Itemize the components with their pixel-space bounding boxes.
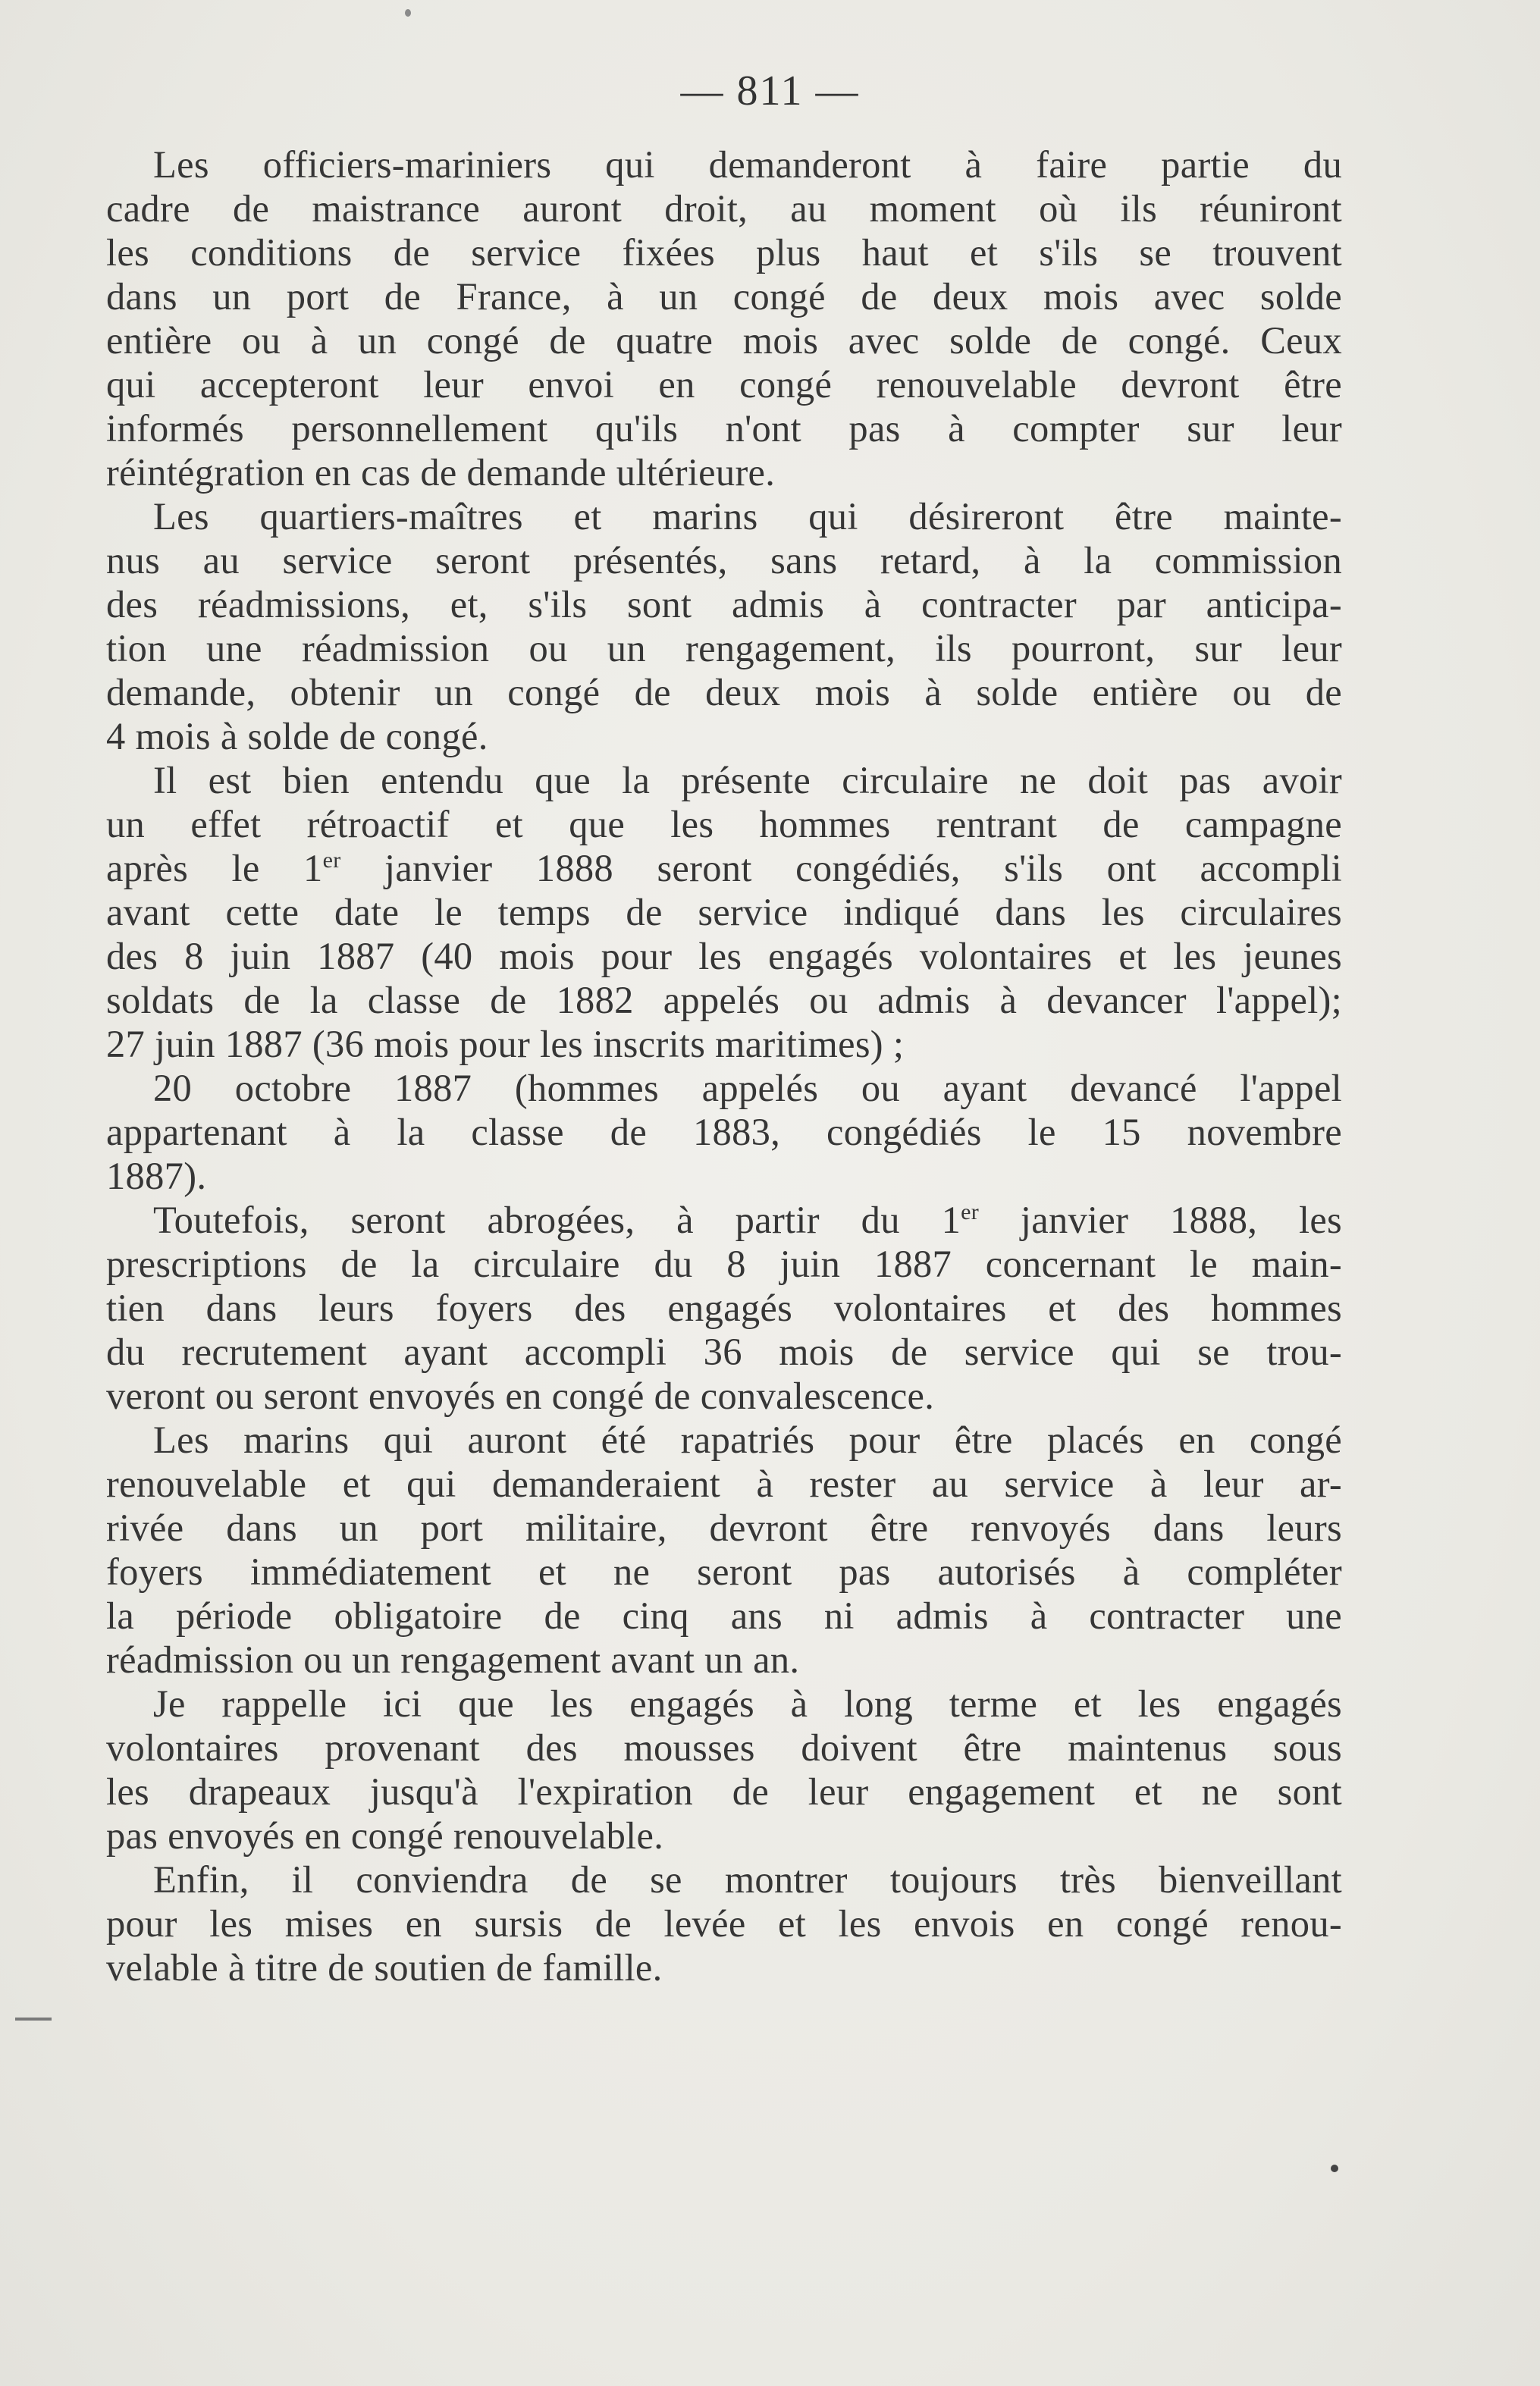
text-line: après le 1er janvier 1888 seront congédiés, s'ils ont accompli	[106, 847, 1342, 889]
text-line: 4 mois à solde de congé.	[106, 715, 488, 757]
text-line: entière ou à un congé de quatre mois avec solde de congé. Ceux	[106, 319, 1342, 362]
text-line: des réadmissions, et, s'ils sont admis à contracter par anticipa-	[106, 583, 1342, 626]
text-line: les drapeaux jusqu'à l'expiration de leur engagement et ne sont	[106, 1770, 1342, 1813]
text-line: du recrutement ayant accompli 36 mois de service qui se trou-	[106, 1331, 1342, 1373]
text-line: Enfin, il conviendra de se montrer toujours très bienveillant	[153, 1858, 1342, 1901]
text-line: Il est bien entendu que la présente circulaire ne doit pas avoir	[153, 759, 1342, 801]
text-line: 1887).	[106, 1155, 207, 1197]
text-line: volontaires provenant des mousses doivent être maintenus sous	[106, 1726, 1342, 1769]
ink-speck	[1331, 2165, 1338, 2172]
text-line: un effet rétroactif et que les hommes rentrant de campagne	[106, 803, 1342, 845]
page-number: — 811 —	[680, 67, 860, 114]
text-line: appartenant à la classe de 1883, congédiés le 15 novembre	[106, 1111, 1342, 1153]
text-line: les conditions de service fixées plus haut et s'ils se trouvent	[106, 231, 1342, 274]
text-line: Toutefois, seront abrogées, à partir du 1er janvier 1888, les	[153, 1199, 1342, 1241]
text-line: pour les mises en sursis de levée et les envois en congé renou-	[106, 1902, 1342, 1945]
ink-speck	[405, 9, 411, 17]
text-line: pas envoyés en congé renouvelable.	[106, 1814, 664, 1857]
body-text	[106, 143, 1342, 1989]
text-line: rivée dans un port militaire, devront être renvoyés dans leurs	[106, 1507, 1342, 1549]
text-line: réintégration en cas de demande ultérieure.	[106, 451, 776, 494]
text-line: tien dans leurs foyers des engagés volontaires et des hommes	[106, 1287, 1342, 1329]
text-line: cadre de maistrance auront droit, au moment où ils réuniront	[106, 187, 1342, 230]
text-line: Les quartiers-maîtres et marins qui désireront être mainte-	[153, 495, 1342, 538]
text-line: Je rappelle ici que les engagés à long terme et les engagés	[153, 1682, 1342, 1725]
text-line: Les officiers-mariniers qui demanderont à faire partie du	[153, 143, 1342, 186]
text-line: qui accepteront leur envoi en congé renouvelable devront être	[106, 363, 1342, 406]
text-line: Les marins qui auront été rapatriés pour être placés en congé	[153, 1419, 1342, 1461]
text-line: tion une réadmission ou un rengagement, ils pourront, sur leur	[106, 627, 1342, 669]
text-line: renouvelable et qui demanderaient à rester au service à leur ar-	[106, 1463, 1342, 1505]
text-line: nus au service seront présentés, sans retard, à la commission	[106, 539, 1342, 582]
text-line: avant cette date le temps de service indiqué dans les circulaires	[106, 891, 1342, 933]
text-line: la période obligatoire de cinq ans ni admis à contracter une	[106, 1594, 1342, 1637]
text-line: dans un port de France, à un congé de deux mois avec solde	[106, 275, 1342, 318]
text-line: velable à titre de soutien de famille.	[106, 1946, 663, 1989]
text-line: réadmission ou un rengagement avant un an.	[106, 1638, 800, 1681]
text-line: veront ou seront envoyés en congé de convalescence.	[106, 1375, 935, 1417]
text-line: informés personnellement qu'ils n'ont pas à compter sur leur	[106, 407, 1342, 450]
text-line: foyers immédiatement et ne seront pas autorisés à compléter	[106, 1550, 1342, 1593]
text-line: soldats de la classe de 1882 appelés ou admis à devancer l'appel);	[106, 979, 1342, 1021]
text-line: 27 juin 1887 (36 mois pour les inscrits maritimes) ;	[106, 1023, 905, 1065]
margin-mark	[15, 2018, 52, 2021]
text-line: prescriptions de la circulaire du 8 juin 1887 concernant le main-	[106, 1243, 1342, 1285]
text-line: demande, obtenir un congé de deux mois à solde entière ou de	[106, 671, 1342, 713]
text-line: 20 octobre 1887 (hommes appelés ou ayant devancé l'appel	[153, 1067, 1342, 1109]
text-line: des 8 juin 1887 (40 mois pour les engagés volontaires et les jeunes	[106, 935, 1342, 977]
